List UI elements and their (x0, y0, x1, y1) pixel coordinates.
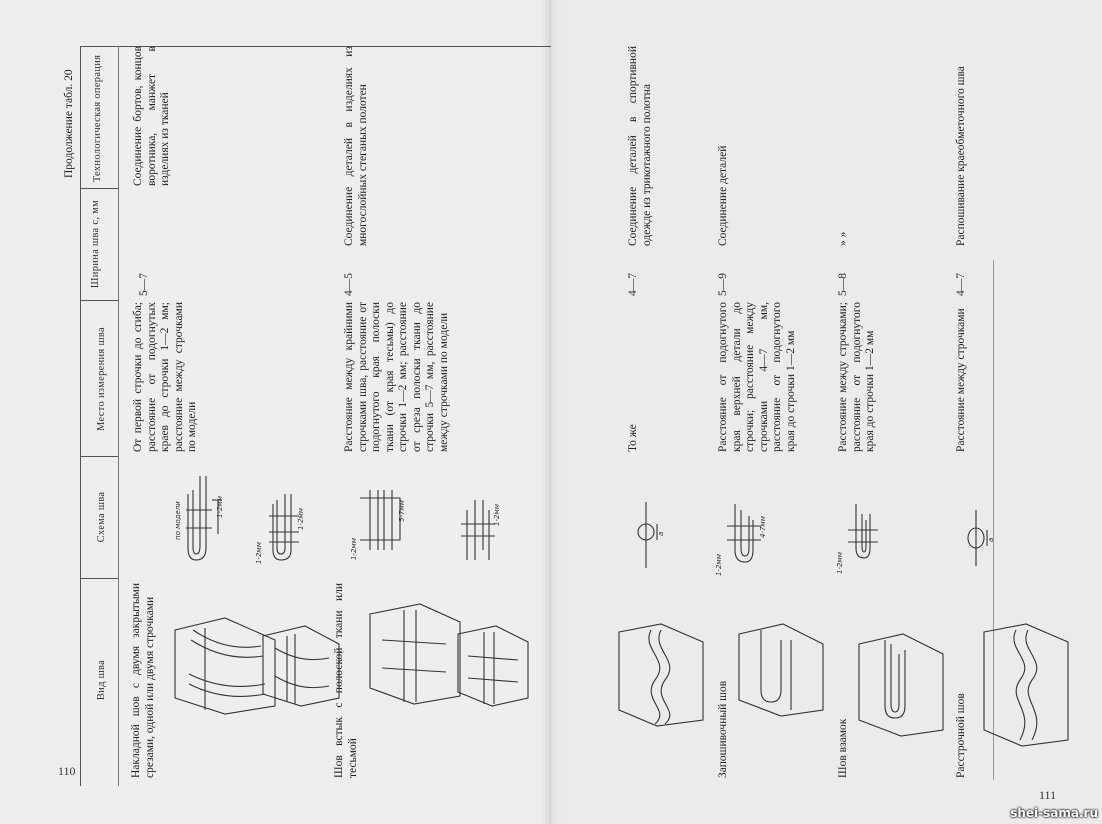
svg-text:1-2мм: 1-2мм (715, 554, 723, 576)
svg-text:1-2мм: 1-2мм (255, 542, 263, 564)
seam-sketch-4 (731, 620, 831, 720)
row1-tech: Соединение бортов, концов воротника, манжет в изделиях из тканей (132, 46, 171, 186)
seam-sketch-1b (255, 620, 345, 710)
header-width: Ширина шва с, мм (90, 199, 101, 289)
svg-text:5-7мм: 5-7мм (398, 500, 406, 522)
row1-width: 5—7 (138, 273, 150, 296)
scheme-figure-6 (951, 508, 1001, 568)
scheme-figure-2a (350, 480, 410, 570)
row6-width: 4—7 (955, 273, 967, 296)
svg-text:по модели: по модели (174, 501, 182, 540)
scheme-figure-4 (711, 500, 771, 580)
row3-width: 4—7 (627, 273, 639, 296)
scheme-figure-3 (621, 500, 671, 570)
row6-tech: Распошивание краеобметочного шва (955, 66, 967, 246)
page-number-left: 110 (58, 764, 76, 778)
header-tech: Технологическая операция (92, 54, 103, 183)
row2-width: 4—5 (343, 273, 355, 296)
row4-type: Запошивочный шов (717, 680, 729, 778)
watermark: shei-sama.ru (1010, 806, 1098, 820)
header-measure: Место измерения шва (96, 327, 107, 431)
svg-text:1-2мм: 1-2мм (836, 552, 844, 574)
header-scheme: Схема шва (96, 491, 107, 543)
row5-width: 5—8 (837, 273, 849, 296)
table-caption: Продолжение табл. 20 (63, 69, 75, 178)
svg-text:1-2мм: 1-2мм (216, 496, 224, 518)
row5-type: Шов взамок (837, 718, 849, 778)
svg-text:1-2мм: 1-2мм (297, 508, 305, 530)
row1-measure: От первой строчки до сгиба; расстояние от подогнутых краев до строчки 1—2 мм; расстояние между строчками по модели (132, 302, 198, 452)
header-divider-4 (80, 578, 118, 579)
seam-sketch-3 (611, 620, 711, 730)
row6-measure: Расстояние между строчками (955, 308, 967, 452)
row5-measure: Расстояние между строчками; расстояние от подогнутого края до строчки 1—2 мм (837, 302, 876, 452)
row2-tech: Соединение деталей в изделиях из многослойных стеганых полотен (343, 46, 369, 246)
seam-sketch-5 (851, 630, 951, 740)
scheme-figure-1a (160, 470, 240, 570)
page-number-right: 111 (1039, 788, 1057, 802)
right-page (551, 0, 1102, 824)
row4-measure: Расстояние от подогнутого края верхней детали до строчки; расстояние между строчками 4—7 мм, расстояние от подогнутого края до строчки 1—2 мм (717, 302, 797, 452)
header-divider-3 (80, 456, 118, 457)
svg-text:a: a (657, 531, 665, 536)
svg-text:a: a (987, 537, 995, 542)
row1-type: Накладной шов с двумя закрытыми срезами, одной или двумя строчками (130, 583, 156, 778)
table-left-rule (80, 46, 81, 786)
svg-text:4-7мм: 4-7мм (759, 516, 767, 538)
scheme-figure-1b (255, 490, 315, 570)
row2-measure: Расстояние между крайними строчками шва, расстояние от подогнутого края полоски ткани (от края тесьмы) до строчки 1—2 мм; расстояние от среза полоски ткани до строчки 5—7 мм, расстояние между строчками по модели (343, 302, 450, 452)
header-divider-2 (80, 300, 118, 301)
row6-type: Расстрочной шов (955, 693, 967, 778)
header-type: Вид шва (96, 659, 107, 701)
header-divider-1 (80, 188, 118, 189)
row4-width: 5—9 (717, 273, 729, 296)
header-separator (118, 46, 119, 786)
row3-measure: То же (627, 424, 639, 452)
seam-sketch-6 (976, 620, 1076, 750)
svg-text:1-2мм: 1-2мм (350, 538, 358, 560)
scheme-figure-2b (455, 490, 505, 570)
row5-tech: » » (837, 231, 849, 246)
row3-tech: Соединение деталей в спортивной одежде из трикотажного полотна (627, 46, 653, 246)
seam-sketch-2b (450, 620, 535, 710)
row2-type: Шов встык с полоской ткани или тесьмой (333, 583, 359, 778)
svg-text:1-2мм: 1-2мм (493, 504, 501, 526)
row4-tech: Соединение деталей (717, 145, 729, 246)
scheme-figure-5 (836, 500, 886, 580)
